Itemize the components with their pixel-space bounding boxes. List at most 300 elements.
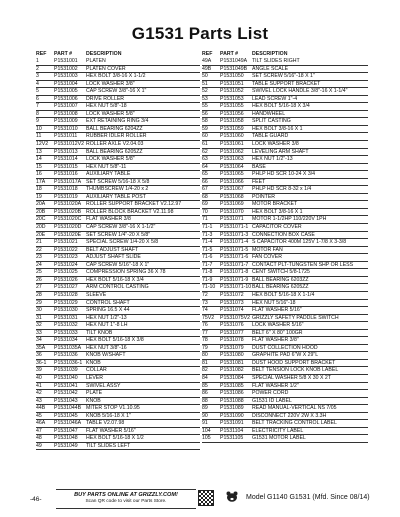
part-number-cell: P1531049B bbox=[220, 65, 248, 72]
ref-cell: 104 bbox=[202, 427, 211, 434]
table-row bbox=[36, 186, 200, 194]
ref-cell: 58 bbox=[202, 118, 208, 125]
description-cell: LOCK WASHER 5/8" bbox=[86, 110, 135, 117]
ref-cell: 48 bbox=[36, 435, 42, 442]
table-row bbox=[202, 352, 368, 360]
description-cell: TILT SLIDES RIGHT bbox=[252, 58, 300, 64]
part-number-cell: P1531039 bbox=[54, 367, 78, 374]
table-row bbox=[36, 239, 200, 247]
table-row bbox=[202, 149, 368, 157]
table-row bbox=[36, 171, 200, 179]
table-row bbox=[36, 216, 200, 224]
description-cell: KNOB bbox=[86, 397, 101, 404]
description-cell: S CAPACITOR 400M 125V 1-7/8 X 3-3/8 bbox=[252, 239, 347, 246]
ref-cell: 71-3 bbox=[202, 231, 213, 238]
description-cell: TILT KNOB bbox=[86, 329, 113, 336]
table-row bbox=[36, 247, 200, 255]
part-number-cell: P1531068 bbox=[220, 193, 244, 200]
part-number-cell: P1531044B bbox=[54, 405, 82, 412]
part-number-cell: P1531021 bbox=[54, 239, 78, 246]
ref-cell: 49 bbox=[36, 442, 42, 449]
description-cell: READ MANUAL-VERTICAL NS 7/05 bbox=[252, 405, 337, 412]
part-number-cell: P1531058 bbox=[220, 118, 244, 125]
table-row bbox=[202, 156, 368, 164]
table-row bbox=[36, 269, 200, 277]
description-cell: TABLE SUPPORT BRACKET bbox=[252, 80, 321, 87]
part-number-cell: P1531018 bbox=[54, 186, 78, 193]
table-row bbox=[36, 201, 200, 209]
part-number-cell: P1531008 bbox=[54, 110, 78, 117]
table-row bbox=[202, 88, 368, 96]
description-cell: HEX BOLT 5/16-18 X 1-1/4 bbox=[252, 291, 315, 298]
description-cell: DUST HOOD SUPPORT BRACKET bbox=[252, 359, 336, 366]
part-number-cell: P1531022 bbox=[54, 246, 78, 253]
table-row bbox=[36, 164, 200, 172]
description-cell: FEET bbox=[252, 178, 266, 185]
table-row bbox=[36, 367, 200, 375]
description-cell: DUST COLLECTION HOOD bbox=[252, 344, 318, 351]
table-row bbox=[36, 383, 200, 391]
part-number-cell: P1531017A bbox=[54, 178, 82, 185]
table-header bbox=[36, 50, 200, 58]
table-row bbox=[36, 58, 200, 66]
part-number-cell: P1531043 bbox=[54, 397, 78, 404]
part-number-cell: P1531025 bbox=[54, 269, 78, 276]
table-row bbox=[36, 352, 200, 360]
ref-cell: 72 bbox=[202, 291, 208, 298]
part-number-cell: P1531071-7 bbox=[220, 261, 249, 268]
ref-cell: 20C bbox=[36, 216, 46, 223]
description-cell: CONNECTION BOX CASE bbox=[252, 231, 315, 238]
grizzly-bear-logo-icon bbox=[226, 491, 238, 502]
part-number-cell: P1531090 bbox=[220, 412, 244, 419]
ref-cell: 11 bbox=[36, 133, 42, 140]
description-cell: AUXILIARY TABLE POST bbox=[86, 193, 146, 200]
ref-cell: 34 bbox=[36, 337, 42, 344]
description-cell: HEX NUT 1/2"-13 bbox=[86, 314, 127, 321]
description-cell: POWER CORD bbox=[252, 390, 289, 397]
description-cell: HEX BOLT 5/16-18 X 3/4 bbox=[86, 276, 144, 283]
ref-cell: 46A bbox=[36, 420, 46, 427]
part-number-cell: P1531034 bbox=[54, 337, 78, 344]
part-number-header: PART # bbox=[220, 51, 239, 57]
description-cell: FLAT WASHER 3/8 bbox=[86, 216, 131, 223]
ref-cell: 36 bbox=[36, 352, 42, 359]
table-row bbox=[202, 262, 368, 270]
table-row bbox=[202, 81, 368, 89]
description-cell: MITER STOP V1.10.95 bbox=[86, 405, 140, 412]
ref-cell: 20D bbox=[36, 224, 46, 231]
ref-cell: 84 bbox=[202, 374, 208, 381]
table-row bbox=[36, 81, 200, 89]
part-number-cell: P1531010 bbox=[54, 125, 78, 132]
part-number-cell: P1531030 bbox=[54, 307, 78, 314]
table-row bbox=[202, 239, 368, 247]
description-cell: GRAPHITE PAD 6"W X 29"L bbox=[252, 352, 319, 359]
part-number-cell: P1531032 bbox=[54, 322, 78, 329]
ref-cell: 5 bbox=[36, 88, 39, 95]
ref-cell: 26 bbox=[36, 276, 42, 283]
table-row bbox=[36, 126, 200, 134]
part-number-cell: P1531028 bbox=[54, 291, 78, 298]
description-cell: SET SCREW 5/16-18 X 5/8 bbox=[86, 178, 150, 185]
part-number-cell: P1531012V2 bbox=[54, 141, 85, 148]
part-number-cell: P1531029 bbox=[54, 299, 78, 306]
ref-cell: 31 bbox=[36, 314, 42, 321]
ref-cell: 53 bbox=[202, 95, 208, 102]
ref-cell: 61 bbox=[202, 141, 208, 148]
part-number-cell: P1531061 bbox=[220, 141, 244, 148]
ref-cell: 78 bbox=[202, 337, 208, 344]
part-number-cell: P1531020A bbox=[54, 201, 82, 208]
table-row bbox=[202, 300, 368, 308]
description-cell: DISCONNECT 220V 2W X 3.3H bbox=[252, 412, 327, 419]
table-row bbox=[202, 186, 368, 194]
part-number-cell: P1531016 bbox=[54, 171, 78, 178]
ref-cell: 77 bbox=[202, 329, 208, 336]
table-row bbox=[202, 420, 368, 428]
ref-cell: 21 bbox=[36, 239, 42, 246]
part-number-cell: P1531042 bbox=[54, 390, 78, 397]
ref-cell: 45 bbox=[36, 412, 42, 419]
part-number-cell: P1531065 bbox=[220, 171, 244, 178]
part-number-cell: P1531020E bbox=[54, 231, 82, 238]
table-row bbox=[36, 103, 200, 111]
part-number-cell: P1531079 bbox=[220, 344, 244, 351]
table-row bbox=[36, 405, 200, 413]
table-row bbox=[36, 133, 200, 141]
ref-cell: 20E bbox=[36, 231, 46, 238]
ref-cell: 67 bbox=[202, 186, 208, 193]
description-cell: CAP SCREW 3/8"-16 X 1-1/2" bbox=[86, 224, 156, 231]
part-number-cell: P1531081 bbox=[220, 359, 244, 366]
ref-cell: 71-5 bbox=[202, 246, 213, 253]
description-cell: LEAD SCREW 1"-4 bbox=[252, 95, 298, 102]
table-row bbox=[202, 435, 368, 443]
table-row bbox=[202, 171, 368, 179]
description-cell: TABLE GUARD bbox=[252, 133, 289, 140]
part-number-cell: P1531024 bbox=[54, 261, 78, 268]
description-cell: HEX BOLT 3/8-16 X 1-1/2 bbox=[86, 73, 146, 80]
table-header bbox=[202, 50, 368, 58]
parts-store-headline: BUY PARTS ONLINE AT GRIZZLY.COM! bbox=[74, 492, 178, 498]
description-cell: AUXILIARY TABLE bbox=[86, 171, 131, 178]
description-cell: FLAT WASHER 5/16" bbox=[252, 307, 302, 314]
description-cell: HEX NUT 5/8"-18 bbox=[86, 103, 127, 110]
description-cell: PHLP HD SCR 10-24 X 3/4 bbox=[252, 171, 316, 178]
ref-cell: 71-10 bbox=[202, 284, 216, 291]
table-row bbox=[202, 133, 368, 141]
table-row bbox=[202, 360, 368, 368]
ref-cell: 20A bbox=[36, 201, 46, 208]
table-row bbox=[202, 194, 368, 202]
description-cell: BELT TRACKING CONTROL LABEL bbox=[252, 420, 337, 427]
ref-cell: 8 bbox=[36, 110, 39, 117]
part-number-cell: P1531045 bbox=[54, 412, 78, 419]
description-cell: BASE bbox=[252, 163, 266, 170]
description-cell: HEX BOLT 5/16-18 X 3/8 bbox=[86, 337, 144, 344]
table-row bbox=[36, 345, 200, 353]
ref-cell: 88 bbox=[202, 397, 208, 404]
part-number-cell: P1531009 bbox=[54, 118, 78, 125]
ref-cell: 3 bbox=[36, 73, 39, 80]
description-cell: BALL BEARING 6205ZZ bbox=[86, 148, 143, 155]
part-number-cell: P1531062 bbox=[220, 148, 244, 155]
table-row bbox=[36, 141, 200, 149]
page-number: -46- bbox=[30, 496, 42, 503]
part-number-cell: P1531047 bbox=[54, 427, 78, 434]
table-row bbox=[36, 209, 200, 217]
table-row bbox=[202, 330, 368, 338]
ref-cell: 90 bbox=[202, 412, 208, 419]
part-number-cell: P1531071-10 bbox=[220, 284, 252, 291]
description-cell: ROLLER BLOCK BRACKET V2.11.98 bbox=[86, 208, 174, 215]
description-cell: HEX BOLT 5/16-18 X 3/4 bbox=[252, 103, 310, 110]
ref-cell: 70 bbox=[202, 208, 208, 215]
part-number-cell: P1531071-4 bbox=[220, 239, 249, 246]
table-row bbox=[202, 375, 368, 383]
description-cell: KNOB W/SHAFT bbox=[86, 352, 126, 359]
description-cell: HEX NUT 1/2"-13 bbox=[252, 156, 293, 163]
ref-cell: 22 bbox=[36, 246, 42, 253]
part-number-cell: P1531015 bbox=[54, 163, 78, 170]
table-row bbox=[202, 398, 368, 406]
description-cell: MOTOR BRACKET bbox=[252, 201, 298, 208]
table-row bbox=[202, 96, 368, 104]
description-cell: CONTROL SHAFT bbox=[86, 299, 130, 306]
description-cell: BALL BEARING 6203ZZ bbox=[252, 276, 309, 283]
table-row bbox=[202, 292, 368, 300]
description-cell: ARM CONTROL CASTING bbox=[86, 284, 149, 291]
part-number-cell: P1531071-8 bbox=[220, 269, 249, 276]
part-number-cell: P1531020D bbox=[54, 224, 82, 231]
part-number-cell: P1531052 bbox=[220, 88, 244, 95]
table-row bbox=[36, 360, 200, 368]
part-number-cell: P1531040 bbox=[54, 374, 78, 381]
ref-cell: 12V2 bbox=[36, 141, 49, 148]
part-number-cell: P1531084 bbox=[220, 374, 244, 381]
table-row bbox=[202, 118, 368, 126]
table-row bbox=[36, 254, 200, 262]
part-number-cell: P1531002 bbox=[54, 65, 78, 72]
description-cell: G1531 ID LABEL bbox=[252, 397, 292, 404]
description-cell: SET SCREW 1/4"-20 X 5/8" bbox=[86, 231, 151, 238]
ref-cell: 64 bbox=[202, 163, 208, 170]
table-row bbox=[202, 247, 368, 255]
part-number-cell: P1531005 bbox=[54, 88, 78, 95]
ref-cell: 76 bbox=[202, 322, 208, 329]
description-cell: HEX NUT 5/8"-11 bbox=[86, 163, 127, 170]
description-cell: ANGLE SCALE bbox=[252, 65, 289, 72]
description-cell: CAP SCREW 5/16"-18 X 1" bbox=[86, 261, 150, 268]
description-cell: LOCK WASHER 5/16" bbox=[252, 322, 304, 329]
part-number-cell: P1531033 bbox=[54, 329, 78, 336]
table-row bbox=[202, 254, 368, 262]
table-row bbox=[36, 307, 200, 315]
part-number-cell: P1531063 bbox=[220, 156, 244, 163]
ref-cell: 42 bbox=[36, 390, 42, 397]
part-number-cell: P1531055 bbox=[220, 103, 244, 110]
part-number-cell: P1531070 bbox=[220, 208, 244, 215]
part-number-cell: P1531064 bbox=[220, 163, 244, 170]
part-number-cell: P1531059 bbox=[220, 125, 244, 132]
table-row bbox=[202, 58, 368, 66]
table-row bbox=[202, 284, 368, 292]
description-cell: SPRING 16.5 X 44 bbox=[86, 307, 130, 314]
table-row bbox=[36, 300, 200, 308]
ref-cell: 39 bbox=[36, 367, 42, 374]
description-cell: FLAT WASHER 5/16" bbox=[86, 427, 136, 434]
table-row bbox=[202, 179, 368, 187]
description-cell: BALL BEARING 6205ZZ bbox=[252, 284, 309, 291]
description-cell: BALL BEARING 6204ZZ bbox=[86, 125, 143, 132]
description-cell: COLLAR bbox=[86, 367, 107, 374]
part-number-cell: P1531073 bbox=[220, 299, 244, 306]
description-cell: SLEEVE bbox=[86, 291, 107, 298]
part-number-cell: P1531013 bbox=[54, 148, 78, 155]
part-number-cell: P1531020B bbox=[54, 208, 82, 215]
table-row bbox=[36, 156, 200, 164]
table-row bbox=[36, 224, 200, 232]
table-row bbox=[36, 413, 200, 421]
part-number-cell: P1531082 bbox=[220, 367, 244, 374]
part-number-cell: P1531006 bbox=[54, 95, 78, 102]
part-number-cell: P1531014 bbox=[54, 156, 78, 163]
ref-cell: 14 bbox=[36, 156, 42, 163]
description-cell: SPLIT CASTING bbox=[252, 118, 291, 125]
part-number-cell: P1531071-5 bbox=[220, 246, 249, 253]
table-row bbox=[36, 88, 200, 96]
table-row bbox=[36, 390, 200, 398]
ref-cell: 18 bbox=[36, 186, 42, 193]
part-number-cell: P1531076 bbox=[220, 322, 244, 329]
table-row bbox=[202, 428, 368, 436]
ref-cell: 6 bbox=[36, 95, 39, 102]
description-cell: PLATEN COVER bbox=[86, 65, 126, 72]
table-row bbox=[36, 149, 200, 157]
part-number-cell: P1531060 bbox=[220, 133, 244, 140]
ref-cell: 9 bbox=[36, 118, 39, 125]
part-number-cell: P1531074 bbox=[220, 307, 244, 314]
part-number-cell: P1531020C bbox=[54, 216, 82, 223]
ref-cell: 17A bbox=[36, 178, 46, 185]
description-cell: FLAT WASHER 3/8" bbox=[252, 337, 299, 344]
part-number-cell: P1531071-3 bbox=[220, 231, 249, 238]
part-number-cell: P1531036-1 bbox=[54, 359, 83, 366]
ref-cell: 43 bbox=[36, 397, 42, 404]
description-cell: CENT SWITCH 5/8-1725 bbox=[252, 269, 310, 276]
description-cell: BELT ADJUST SHAFT bbox=[86, 246, 139, 253]
part-number-cell: P1531080 bbox=[220, 352, 244, 359]
description-cell: KNOB bbox=[86, 359, 101, 366]
part-number-cell: P1531023 bbox=[54, 254, 78, 261]
description-cell: FLAT WASHER 1/2" bbox=[252, 382, 299, 389]
table-row bbox=[36, 232, 200, 240]
description-cell: LOCK WASHER 3/8" bbox=[86, 80, 135, 87]
ref-cell: 44B bbox=[36, 405, 46, 412]
description-cell: HEX BOLT 3/8-16 X 1 bbox=[252, 125, 303, 132]
description-cell: MOTOR FAN bbox=[252, 246, 283, 253]
table-row bbox=[36, 375, 200, 383]
table-row bbox=[36, 330, 200, 338]
description-cell: HEX NUT 5/16"-18 bbox=[252, 299, 296, 306]
description-cell: ELECTRICITY LABEL bbox=[252, 427, 304, 434]
table-row bbox=[202, 345, 368, 353]
part-number-cell: P1531050 bbox=[220, 73, 244, 80]
description-cell: FAN COVER bbox=[252, 254, 282, 261]
ref-cell: 82 bbox=[202, 367, 208, 374]
ref-cell: 7 bbox=[36, 103, 39, 110]
part-number-cell: P1531004 bbox=[54, 80, 78, 87]
table-row bbox=[202, 269, 368, 277]
ref-cell: 36-1 bbox=[36, 359, 47, 366]
description-cell: LOCK WASHER 3/8 bbox=[252, 141, 299, 148]
description-cell: PHLP HD SCR 8-32 x 1/4 bbox=[252, 186, 312, 193]
part-number-cell: P1531049 bbox=[54, 442, 78, 449]
ref-cell: 28 bbox=[36, 291, 42, 298]
description-cell: LEVELING ARM SHAFT bbox=[252, 148, 309, 155]
table-row bbox=[36, 337, 200, 345]
description-cell: BELT 6" X 80" 100GR bbox=[252, 329, 303, 336]
ref-cell: 29 bbox=[36, 299, 42, 306]
table-row bbox=[36, 179, 200, 187]
description-cell: G1531 MOTOR LABEL bbox=[252, 435, 306, 442]
ref-cell: 71-8 bbox=[202, 269, 213, 276]
description-cell: CAPACITOR COVER bbox=[252, 224, 302, 231]
table-row bbox=[36, 118, 200, 126]
ref-cell: 89 bbox=[202, 405, 208, 412]
ref-header: REF bbox=[36, 51, 47, 57]
ref-cell: 105 bbox=[202, 435, 211, 442]
part-number-cell: P1531026 bbox=[54, 276, 78, 283]
part-number-cell: P1531036 bbox=[54, 352, 78, 359]
table-row bbox=[202, 232, 368, 240]
part-number-cell: P1531091 bbox=[220, 420, 244, 427]
ref-cell: 24 bbox=[36, 261, 42, 268]
description-cell: LEVER bbox=[86, 374, 104, 381]
part-number-cell: P1531001 bbox=[54, 58, 78, 64]
model-label: Model G1140 G1531 (Mfd. Since 08/14) bbox=[246, 494, 370, 501]
table-row bbox=[36, 428, 200, 436]
description-cell: EXT RETAINING RING 3/4 bbox=[86, 118, 149, 125]
part-number-cell: P1531104 bbox=[220, 427, 244, 434]
table-row bbox=[36, 96, 200, 104]
ref-cell: 50 bbox=[202, 73, 208, 80]
part-number-cell: P1531031 bbox=[54, 314, 78, 321]
part-number-cell: P1531069 bbox=[220, 201, 244, 208]
description-cell: SWIVEL LOCK HANDLE 3/8"-16 X 1-1/4" bbox=[252, 88, 348, 95]
ref-cell: 30 bbox=[36, 307, 42, 314]
part-number-cell: P1531049A bbox=[220, 58, 248, 64]
description-cell: HEX BOLT 3/8-16 X 1 bbox=[252, 208, 303, 215]
part-number-cell: P1531019 bbox=[54, 193, 78, 200]
ref-cell: 59 bbox=[202, 125, 208, 132]
part-number-cell: P1531086 bbox=[220, 390, 244, 397]
part-number-cell: P1531071 bbox=[220, 216, 244, 223]
description-cell: HEX NUT 3/8"-16 bbox=[86, 344, 127, 351]
ref-cell: 60 bbox=[202, 133, 208, 140]
ref-cell: 16 bbox=[36, 171, 42, 178]
description-cell: TABLE V2.07.98 bbox=[86, 420, 125, 427]
table-row bbox=[36, 443, 200, 451]
table-row bbox=[202, 103, 368, 111]
page-footer bbox=[0, 486, 400, 516]
description-cell: CONTACT PLT-TUNGSTEN SHP OR LESS bbox=[252, 261, 354, 268]
ref-cell: 62 bbox=[202, 148, 208, 155]
ref-cell: 4 bbox=[36, 80, 39, 87]
part-number-cell: P1531085 bbox=[220, 382, 244, 389]
description-cell: SPECIAL SCREW 1/4-20 X 5/8 bbox=[86, 239, 159, 246]
